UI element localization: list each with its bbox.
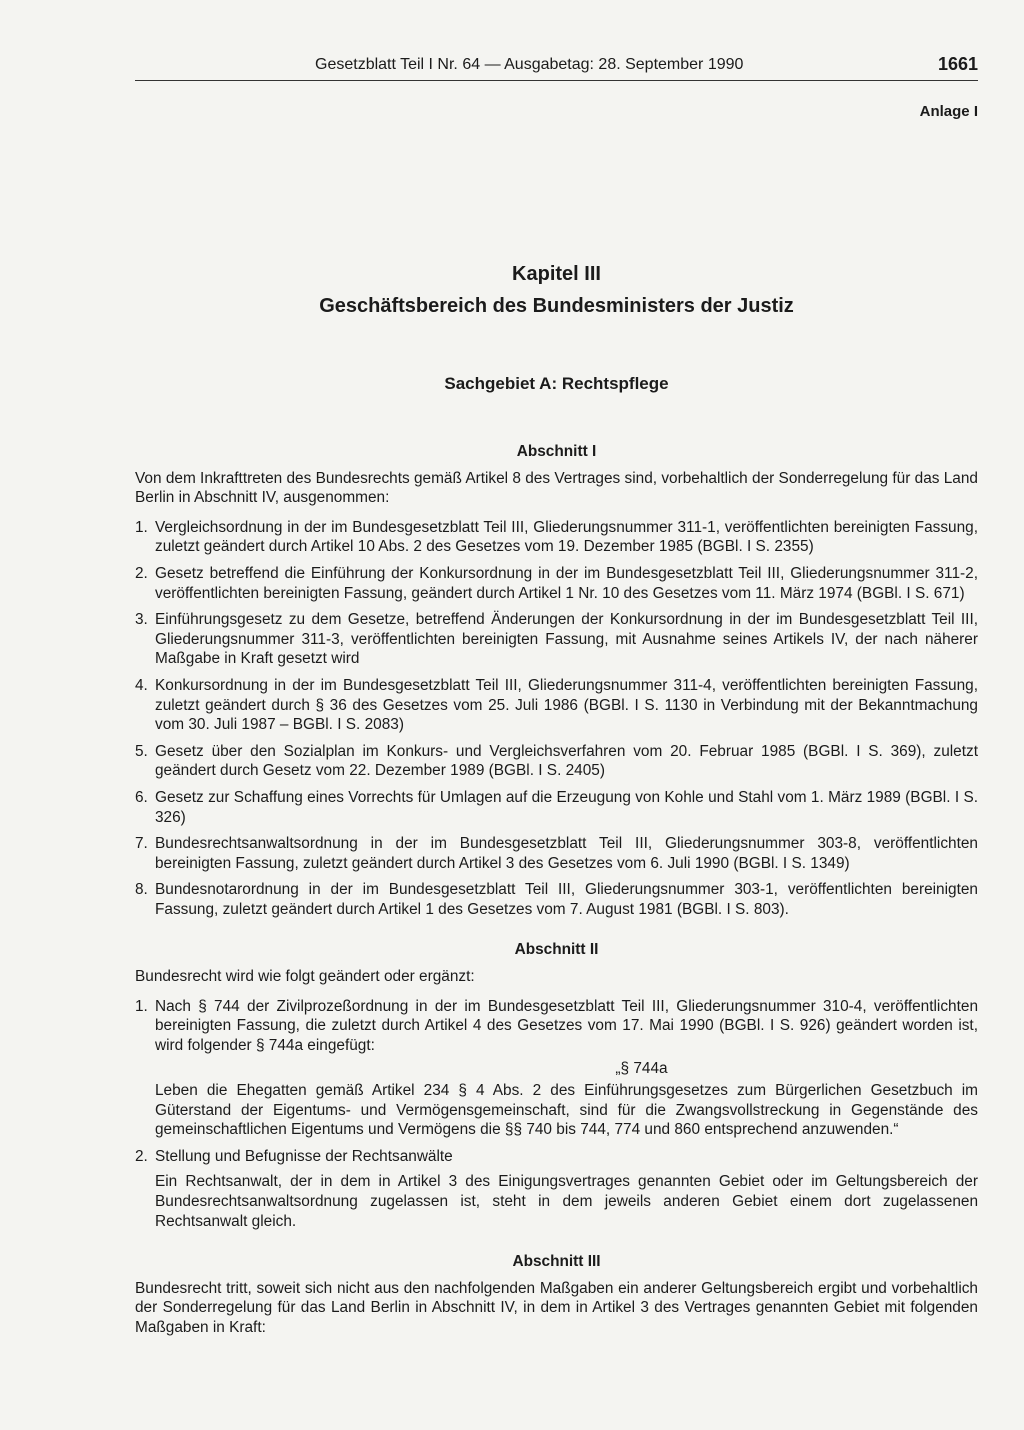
abschnitt-2-intro: Bundesrecht wird wie folgt geändert oder ergänzt: <box>135 968 475 986</box>
item-text: Konkursordnung in der im Bundesgesetzblatt Teil III, Gliederungsnummer 311-4, veröffentlichten bereinigten Fassung, zuletzt geändert durch § 36 des Gesetzes vom 25. Juli 1986 (BGBl. I S. 1130 in Verbindung mit der Bekanntmachung vom 30. Juli 1987 – BGBl. I S. 2083) <box>155 676 978 734</box>
list-item <box>135 880 978 919</box>
abschnitt-3-heading: Abschnitt III <box>512 1253 601 1271</box>
abschnitt-1-heading: Abschnitt I <box>516 443 597 460</box>
item-text: Gesetz über den Sozialplan im Konkurs- und Vergleichsverfahren vom 20. Februar 1985 (BGBl. I S. 369), zuletzt geändert durch Gesetz vom 22. Dezember 1989 (BGBl. I S. 2405) <box>155 742 978 780</box>
item-number: 8. <box>135 881 148 899</box>
item-number: 5. <box>135 742 148 760</box>
item-text: Bundesnotarordnung in der im Bundesgesetzblatt Teil III, Gliederungsnummer 303-1, veröffentlichten bereinigten Fassung, zuletzt geändert durch Artikel 1 des Gesetzes vom 7. August 1981 (BGBl. I S. 803). <box>155 881 978 918</box>
list-item <box>135 518 978 557</box>
page-header <box>135 52 978 81</box>
item-text: Ein Rechtsanwalt, der in dem in Artikel 3 des Einigungsvertrages genannten Gebiet oder im Geltungsbereich der Bundesrechtsanwaltsordnung zugelassen ist, steht in dem jeweils anderen Gebiet einem dort zugelassenen Rechtsanwalt gleich. <box>155 1173 978 1230</box>
chapter-title: Kapitel III <box>512 263 601 285</box>
item-text: Bundesrechtsanwaltsordnung in der im Bundesgesetzblatt Teil III, Gliederungsnummer 303-8, veröffentlichten bereinigten Fassung, zuletzt geändert durch Artikel 3 des Gesetzes vom 6. Juli 1990 (BGBl. I S. 1349) <box>155 835 978 872</box>
item-number: 2. <box>135 564 148 582</box>
list-item <box>135 834 978 873</box>
item-text: Nach § 744 der Zivilprozeßordnung in der im Bundesgesetzblatt Teil III, Gliederungsnummer 310-4, veröffentlichten bereinigten Fassung, die zuletzt durch Artikel 4 des Gesetzes vom 17. Mai 1990 (BGBl. I S. 926) geändert worden ist, wird folgender § 744a eingefügt: <box>155 997 978 1054</box>
list-item <box>135 676 978 735</box>
list-item <box>135 997 978 1140</box>
annex-label: Anlage I <box>919 103 978 120</box>
list-item <box>135 742 978 781</box>
item-number: 4. <box>135 676 148 694</box>
abschnitt-1-intro: Von dem Inkrafttreten des Bundesrechts gemäß Artikel 8 des Vertrages sind, vorbehaltlich der Sonderregelung für das Land Berlin in Abschnitt IV, ausgenommen: <box>135 469 978 507</box>
running-title: Gesetzblatt Teil I Nr. 64 — Ausgabetag: 28. September 1990 <box>315 56 744 73</box>
item-number: 6. <box>135 788 148 806</box>
page-number: 1661 <box>937 54 978 74</box>
list-item <box>135 1147 978 1231</box>
sachgebiet-heading: Sachgebiet A: Rechtspflege <box>444 374 669 393</box>
item-text: Gesetz betreffend die Einführung der Konkursordnung in der im Bundesgesetzblatt Teil III, Gliederungsnummer 311-2, veröffentlichten bereinigten Fassung, geändert durch Artikel 1 Nr. 10 des Gesetzes vom 11. März 1974 (BGBl. I S. 671) <box>155 564 978 602</box>
list-item <box>135 610 978 669</box>
paragraph-text: Leben die Ehegatten gemäß Artikel 234 § 4 Abs. 2 des Einführungsgesetzes zum Bürgerlichen Gesetzbuch im Güterstand der Eigentums- und Vermögensgemeinschaft, sind für die Zwangsvollstreckung in Gegenstände des gemeinschaftlichen Eigentums und Vermögens die §§ 740 bis 744, 774 und 860 entsprechend anzuwenden.“ <box>155 1082 978 1139</box>
abschnitt-1-list <box>135 518 978 920</box>
item-number: 1. <box>135 997 148 1015</box>
abschnitt-3-intro: Bundesrecht tritt, soweit sich nicht aus den nachfolgenden Maßgaben ein anderer Geltungsbereich ergibt und vorbehaltlich der Sonderregelung für das Land Berlin in Abschnitt IV, in dem in Artikel 3 des Vertrages genannten Gebiet mit folgenden Maßgaben in Kraft: <box>135 1279 978 1336</box>
chapter-subtitle: Geschäftsbereich des Bundesministers der Justiz <box>319 295 794 317</box>
item-title: Stellung und Befugnisse der Rechtsanwälte <box>155 1147 453 1165</box>
abschnitt-2-list <box>135 997 978 1232</box>
abschnitt-2-heading: Abschnitt II <box>514 941 599 959</box>
item-text: Gesetz zur Schaffung eines Vorrechts für Umlagen auf die Erzeugung von Kohle und Stahl vom 1. März 1989 (BGBl. I S. 326) <box>155 788 978 826</box>
chapter-heading <box>135 258 978 322</box>
paragraph-title: „§ 744a <box>615 1060 668 1078</box>
list-item <box>135 564 978 603</box>
item-number: 2. <box>135 1147 148 1165</box>
item-text: Einführungsgesetz zu dem Gesetze, betreffend Änderungen der Konkursordnung in der im Bundesgesetzblatt Teil III, Gliederungsnummer 311-3, veröffentlichten bereinigten Fassung, mit Ausnahme seines Artikels IV, der nach näherer Maßgabe in Kraft gesetzt wird <box>155 611 978 668</box>
list-item <box>135 788 978 827</box>
document-body <box>135 442 978 1348</box>
item-text: Vergleichsordnung in der im Bundesgesetzblatt Teil III, Gliederungsnummer 311-1, veröffentlichten bereinigten Fassung, zuletzt geändert durch Artikel 10 Abs. 2 des Gesetzes vom 19. Dezember 1985 (BGBl. I S. 2355) <box>155 518 978 556</box>
item-number: 7. <box>135 835 148 853</box>
item-number: 1. <box>135 518 148 536</box>
item-number: 3. <box>135 611 148 629</box>
